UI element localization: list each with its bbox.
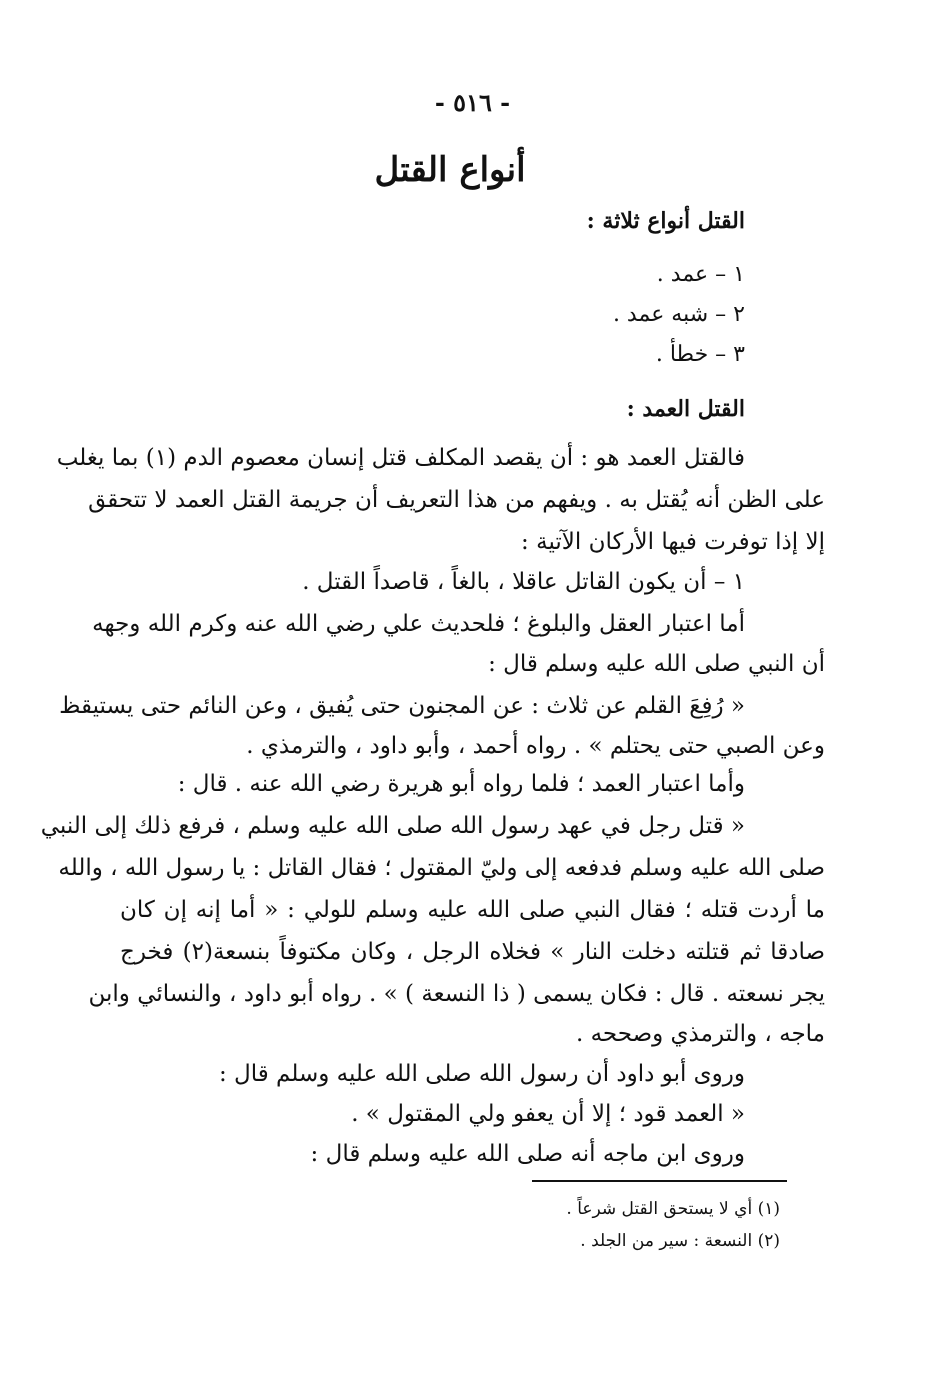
body-line-13: صادقا ثم قتلته دخلت النار » فخلاه الرجل ، وكان مكتوفاً بنسعة(٢) فخرج [120, 939, 825, 965]
body-line-14: يجر نسعته . قال : فكان يسمى ( ذا النسعة ) » . رواه أبو داود ، والنسائي وابن [88, 981, 825, 1007]
page-title: أنواع القتل [374, 150, 526, 190]
body-line-18: وروى ابن ماجه أنه صلى الله عليه وسلم قال : [310, 1141, 745, 1167]
body-line-3: إلا إذا توفرت فيها الأركان الآتية : [521, 529, 825, 555]
footnote-1: (١) أي لا يستحق القتل شرعاً . [566, 1199, 780, 1219]
body-line-1: فالقتل العمد هو : أن يقصد المكلف قتل إنسان معصوم الدم (١) بما يغلب [56, 445, 745, 471]
body-line-12: ما أردت قتله ؛ فقال النبي صلى الله عليه وسلم للولي : « أما إنه إن كان [120, 897, 825, 923]
body-line-6: أن النبي صلى الله عليه وسلم قال : [488, 651, 825, 677]
body-line-10: « قتل رجل في عهد رسول الله صلى الله عليه وسلم ، فرفع ذلك إلى النبي [40, 813, 745, 839]
body-line-17: « العمد قود ؛ إلا أن يعفو ولي المقتول » . [351, 1101, 745, 1127]
type-item-3: ٣ – خطأ . [655, 342, 745, 367]
intro-heading: القتل أنواع ثلاثة : [586, 208, 745, 234]
body-line-9: وأما اعتبار العمد ؛ فلما رواه أبو هريرة رضي الله عنه . قال : [177, 771, 745, 797]
footnote-divider [532, 1180, 787, 1182]
body-line-2: على الظن أنه يُقتل به . ويفهم من هذا التعريف أن جريمة القتل العمد لا تتحقق [88, 487, 825, 513]
section-heading: القتل العمد : [626, 396, 745, 422]
body-line-15: ماجه ، والترمذي وصححه . [575, 1021, 825, 1047]
body-line-7: « رُفِعَ القلم عن ثلاث : عن المجنون حتى يُفيق ، وعن النائم حتى يستيقظ [59, 693, 745, 719]
body-line-8: وعن الصبي حتى يحتلم » . رواه أحمد ، وأبو داود ، والترمذي . [246, 733, 825, 759]
body-line-4: ١ – أن يكون القاتل عاقلا ، بالغاً ، قاصداً القتل . [302, 569, 745, 595]
body-line-5: أما اعتبار العقل والبلوغ ؛ فلحديث علي رضي الله عنه وكرم الله وجهه [92, 611, 745, 637]
footnote-2: (٢) النسعة : سير من الجلد . [580, 1231, 780, 1251]
body-line-11: صلى الله عليه وسلم فدفعه إلى وليّ المقتول ؛ فقال القاتل : يا رسول الله ، والله [58, 855, 825, 881]
body-line-16: وروى أبو داود أن رسول الله صلى الله عليه وسلم قال : [218, 1061, 745, 1087]
type-item-1: ١ – عمد . [656, 262, 745, 287]
type-item-2: ٢ – شبه عمد . [612, 302, 745, 327]
page-number: - ٥١٦ - [434, 88, 511, 117]
